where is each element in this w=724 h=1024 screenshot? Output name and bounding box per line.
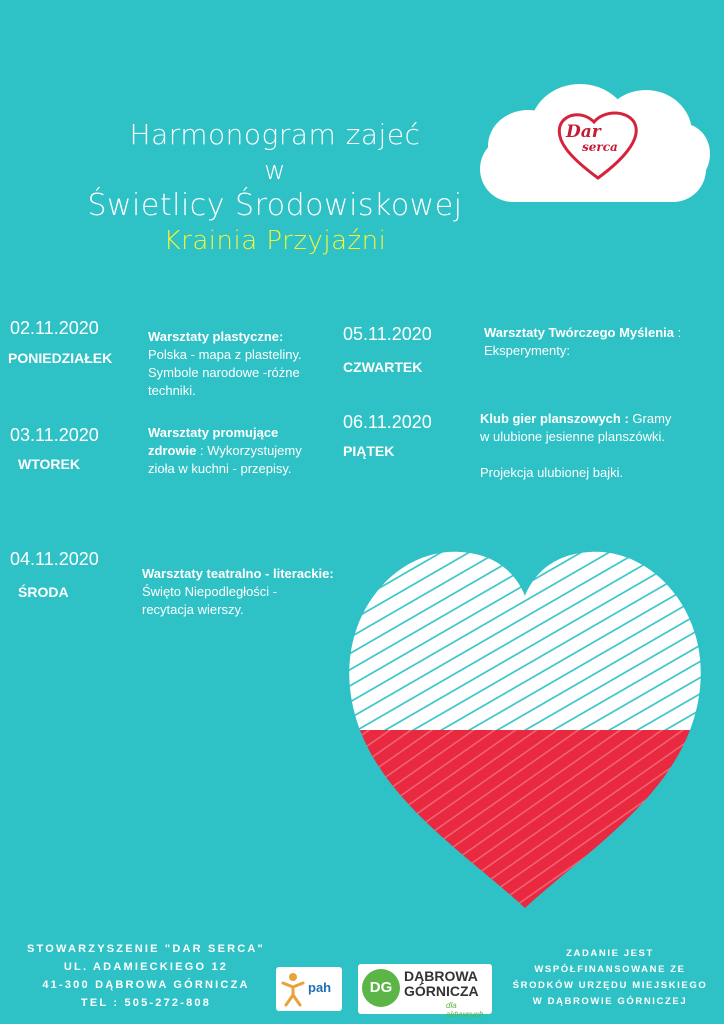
footer-org-name: STOWARZYSZENIE "DAR SERCA"	[27, 943, 265, 955]
title-line-2: w	[264, 156, 286, 186]
activity-wednesday-line: Święto Niepodległości -	[142, 584, 278, 599]
activity-friday-rest: Gramy	[628, 411, 672, 426]
activity-tuesday-line: zioła w kuchni - przepisy.	[148, 461, 292, 476]
funding-line: ŚRODKÓW URZĘDU MIEJSKIEGO	[512, 980, 708, 991]
logo-text-serca: serca	[582, 140, 618, 154]
dabrowa-gornicza-logo	[358, 964, 492, 1019]
activity-tuesday-title: Warsztaty promujące	[148, 425, 279, 440]
footer-phone: TEL : 505-272-808	[80, 997, 212, 1009]
dg-mark-icon: DG	[362, 969, 400, 1007]
logo-cloud	[470, 78, 724, 208]
title-subtitle: Krainia Przyjaźni	[163, 226, 387, 256]
day-tuesday: WTOREK	[18, 456, 80, 472]
footer-city: 41-300 DĄBROWA GÓRNICZA	[42, 979, 250, 991]
activity-wednesday-title: Warsztaty teatralno - literackie:	[142, 566, 334, 581]
funding-line: WSPÓŁFINANSOWANE ZE	[534, 964, 686, 975]
activity-wednesday	[142, 565, 362, 619]
activity-monday-line: Symbole narodowe -różne	[148, 365, 300, 380]
activity-monday-line: techniki.	[148, 383, 196, 398]
date-thursday: 05.11.2020	[343, 324, 432, 344]
pah-figure-icon	[280, 971, 306, 1007]
title-line-1: Harmonogram zajeć	[129, 118, 421, 151]
footer-funding	[510, 946, 710, 1010]
dg-line-2: GÓRNICZA	[404, 983, 479, 999]
day-friday: PIĄTEK	[343, 443, 395, 459]
funding-line: W DĄBROWIE GÓRNICZEJ	[532, 996, 688, 1007]
activity-thursday	[484, 324, 722, 360]
dg-line-1: DĄBROWA	[404, 968, 478, 984]
activity-tuesday-title-2: zdrowie	[148, 443, 197, 458]
dg-tagline: dla aktywnych	[446, 1001, 484, 1019]
date-wednesday: 04.11.2020	[10, 549, 99, 569]
activity-friday-line: Projekcja ulubionej bajki.	[480, 465, 624, 480]
activity-thursday-title: Warsztaty Twórczego Myślenia	[484, 325, 674, 340]
activity-tuesday	[148, 424, 348, 478]
activity-wednesday-line: recytacja wierszy.	[142, 602, 244, 617]
activity-monday	[148, 328, 348, 400]
activity-monday-title: Warsztaty plastyczne:	[148, 329, 284, 344]
activity-tuesday-rest: : Wykorzystujemy	[196, 443, 302, 458]
activity-thursday-line: Eksperymenty:	[484, 343, 570, 358]
funding-line: ZADANIE JEST	[566, 948, 654, 959]
polish-flag-heart-icon	[340, 538, 710, 920]
footer-street: UL. ADAMIECKIEGO 12	[63, 961, 229, 973]
pah-logo	[276, 967, 342, 1011]
activity-friday-line: w ulubione jesienne planszówki.	[480, 429, 666, 444]
activity-friday-title: Klub gier planszowych :	[480, 411, 629, 426]
day-monday: PONIEDZIAŁEK	[8, 350, 113, 366]
date-monday: 02.11.2020	[10, 318, 99, 338]
activity-thursday-rest: :	[674, 325, 682, 340]
date-friday: 06.11.2020	[343, 412, 432, 432]
day-thursday: CZWARTEK	[343, 359, 423, 375]
pah-text: pah	[308, 980, 332, 995]
activity-monday-line: Polska - mapa z plasteliny.	[148, 347, 302, 362]
activity-friday	[480, 410, 718, 482]
title-line-3: Świetlicy Środowiskowej	[87, 188, 463, 223]
date-tuesday: 03.11.2020	[10, 425, 99, 445]
day-wednesday: ŚRODA	[18, 584, 69, 600]
footer-address	[14, 940, 278, 1012]
logo-text-dar: Dar	[566, 122, 601, 142]
